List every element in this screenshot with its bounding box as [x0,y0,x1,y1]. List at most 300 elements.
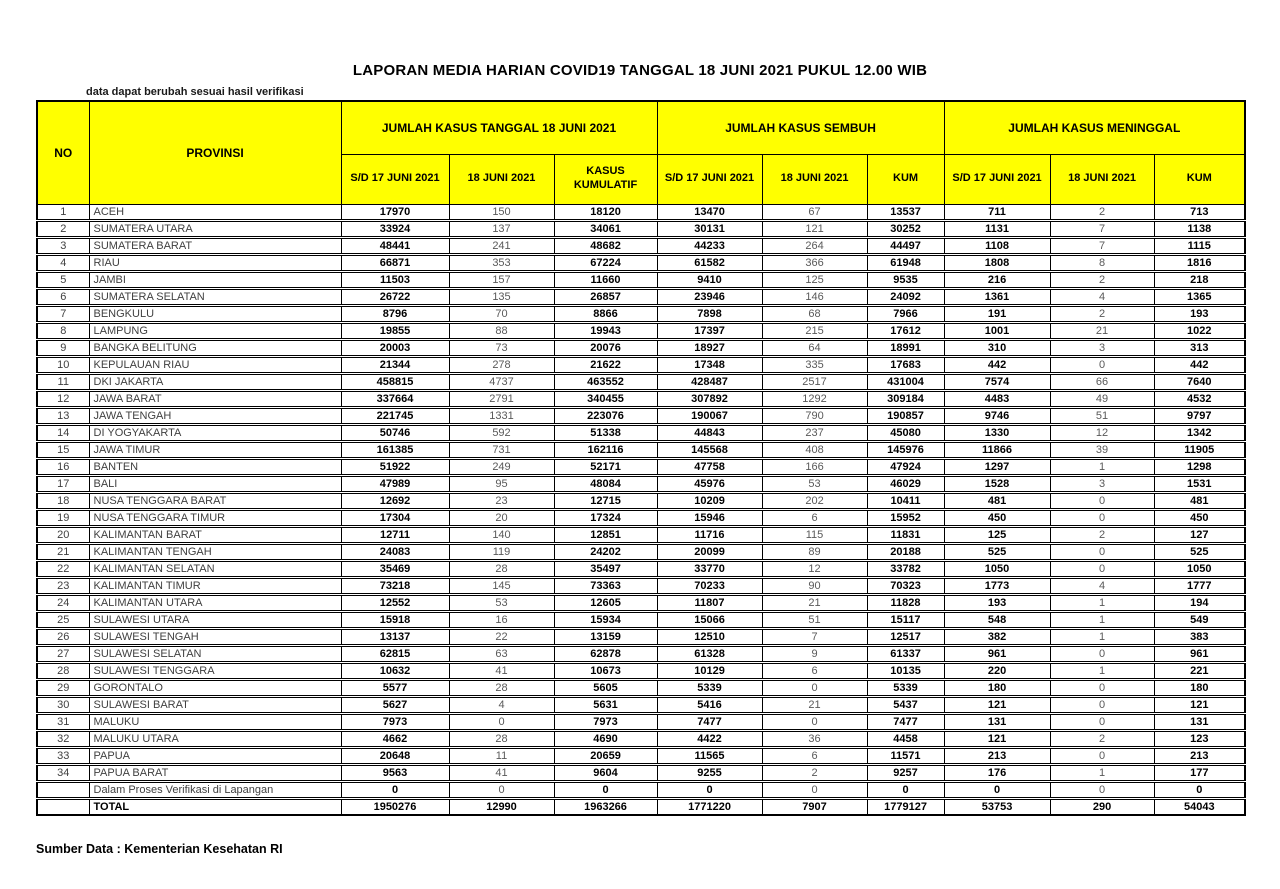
subcol-meninggal-sd17: S/D 17 JUNI 2021 [944,154,1050,204]
cell-value: 44233 [657,237,762,254]
cell-provinsi: NUSA TENGGARA TIMUR [89,509,341,526]
cell-value: 1298 [1154,458,1245,475]
cell-value: 52171 [554,458,657,475]
cell-value: 1297 [944,458,1050,475]
table-row [37,458,1245,475]
cell-value: 30252 [867,220,944,237]
cell-value: 0 [657,781,762,798]
cell-value: 9255 [657,764,762,781]
cell-value: 0 [1050,492,1154,509]
subcol-meninggal-18: 18 JUNI 2021 [1050,154,1154,204]
cell-provinsi: KALIMANTAN BARAT [89,526,341,543]
cell-value: 1 [1050,628,1154,645]
cell-value: 24202 [554,543,657,560]
cell-no: 33 [37,747,89,764]
cell-no: 20 [37,526,89,543]
cell-value: 313 [1154,339,1245,356]
cell-value: 442 [944,356,1050,373]
cell-value: 12711 [341,526,449,543]
table-row [37,271,1245,288]
cell-value: 49 [1050,390,1154,407]
cell-value: 4690 [554,730,657,747]
cell-value: 463552 [554,373,657,390]
cell-value: 10209 [657,492,762,509]
cell-value: 0 [762,781,867,798]
cell-value: 150 [449,204,554,220]
cell-value: 4 [1050,288,1154,305]
verification-note: data dapat berubah sesuai hasil verifikasi [86,86,304,98]
cell-value: 123 [1154,730,1245,747]
cell-no: 10 [37,356,89,373]
cell-value: 12990 [449,798,554,815]
cell-value: 13537 [867,204,944,220]
cell-value: 11807 [657,594,762,611]
cell-value: 12851 [554,526,657,543]
cell-value: 73 [449,339,554,356]
cell-provinsi: NUSA TENGGARA BARAT [89,492,341,509]
cell-value: 481 [1154,492,1245,509]
cell-provinsi: JAMBI [89,271,341,288]
cell-value: 7907 [762,798,867,815]
subcol-kasus-sd17: S/D 17 JUNI 2021 [341,154,449,204]
cell-value: 22 [449,628,554,645]
cell-value: 7640 [1154,373,1245,390]
cell-provinsi: TOTAL [89,798,341,815]
cell-value: 48682 [554,237,657,254]
cell-value: 221745 [341,407,449,424]
cell-no: 21 [37,543,89,560]
table-row [37,475,1245,492]
cell-value: 213 [1154,747,1245,764]
cell-provinsi: KALIMANTAN UTARA [89,594,341,611]
cell-value: 64 [762,339,867,356]
cell-no: 26 [37,628,89,645]
cell-value: 62878 [554,645,657,662]
cell-value: 0 [554,781,657,798]
cell-value: 5605 [554,679,657,696]
cell-value: 2 [1050,526,1154,543]
cell-value: 17348 [657,356,762,373]
table-row [37,424,1245,441]
cell-value: 13470 [657,204,762,220]
cell-provinsi: LAMPUNG [89,322,341,339]
cell-value: 431004 [867,373,944,390]
cell-value: 1531 [1154,475,1245,492]
table-row [37,356,1245,373]
cell-value: 1771220 [657,798,762,815]
cell-no: 7 [37,305,89,322]
cell-no: 4 [37,254,89,271]
cell-value: 53753 [944,798,1050,815]
cell-value: 1108 [944,237,1050,254]
cell-value: 48084 [554,475,657,492]
cell-value: 7966 [867,305,944,322]
cell-value: 11905 [1154,441,1245,458]
data-source-footer: Sumber Data : Kementerian Kesehatan RI [36,842,283,856]
cell-value: 54043 [1154,798,1245,815]
cell-value: 23946 [657,288,762,305]
cell-value: 48441 [341,237,449,254]
cell-provinsi: GORONTALO [89,679,341,696]
cell-value: 525 [1154,543,1245,560]
cell-value: 70233 [657,577,762,594]
table-row [37,305,1245,322]
cell-value: 549 [1154,611,1245,628]
cell-value: 7973 [341,713,449,730]
cell-value: 4483 [944,390,1050,407]
cell-value: 7477 [867,713,944,730]
cell-value: 33782 [867,560,944,577]
cell-value: 1 [1050,611,1154,628]
table-row [37,288,1245,305]
cell-value: 140 [449,526,554,543]
cell-value: 131 [944,713,1050,730]
cell-value: 15934 [554,611,657,628]
cell-no: 27 [37,645,89,662]
cell-value: 0 [1050,713,1154,730]
cell-value: 17324 [554,509,657,526]
cell-value: 264 [762,237,867,254]
cell-value: 6 [762,662,867,679]
cell-value: 15066 [657,611,762,628]
cell-value: 177 [1154,764,1245,781]
cell-value: 73218 [341,577,449,594]
cell-value: 9797 [1154,407,1245,424]
cell-value: 221 [1154,662,1245,679]
cell-value: 458815 [341,373,449,390]
cell-value: 450 [944,509,1050,526]
cell-value: 481 [944,492,1050,509]
cell-value: 33924 [341,220,449,237]
cell-value: 28 [449,730,554,747]
cell-no: 30 [37,696,89,713]
cell-value: 62815 [341,645,449,662]
cell-value: 24083 [341,543,449,560]
cell-value: 66 [1050,373,1154,390]
table-row [37,390,1245,407]
cell-value: 13159 [554,628,657,645]
table-row [37,526,1245,543]
subcol-sembuh-18: 18 JUNI 2021 [762,154,867,204]
cell-no: 6 [37,288,89,305]
cell-value: 1963266 [554,798,657,815]
cell-value: 9563 [341,764,449,781]
table-row [37,611,1245,628]
cell-provinsi: JAWA TENGAH [89,407,341,424]
cell-value: 61328 [657,645,762,662]
cell-value: 12715 [554,492,657,509]
cell-value: 10411 [867,492,944,509]
cell-value: 157 [449,271,554,288]
cell-value: 1 [1050,662,1154,679]
group-header-sembuh: JUMLAH KASUS SEMBUH [657,101,944,154]
group-header-kasus: JUMLAH KASUS TANGGAL 18 JUNI 2021 [341,101,657,154]
total-row [37,798,1245,815]
cell-no [37,798,89,815]
cell-value: 180 [944,679,1050,696]
cell-no: 12 [37,390,89,407]
cell-provinsi: RIAU [89,254,341,271]
cell-value: 121 [1154,696,1245,713]
cell-value: 10632 [341,662,449,679]
cell-value: 1022 [1154,322,1245,339]
cell-value: 121 [762,220,867,237]
cell-value: 67 [762,204,867,220]
table-row [37,204,1245,220]
cell-value: 961 [1154,645,1245,662]
cell-provinsi: SUMATERA UTARA [89,220,341,237]
cell-value: 1331 [449,407,554,424]
table-row [37,747,1245,764]
cell-provinsi: DKI JAKARTA [89,373,341,390]
cell-value: 1365 [1154,288,1245,305]
cell-value: 5339 [867,679,944,696]
cell-provinsi: BALI [89,475,341,492]
cell-value: 21 [762,696,867,713]
cell-value: 61948 [867,254,944,271]
cell-value: 190067 [657,407,762,424]
table-row [37,628,1245,645]
cell-value: 8866 [554,305,657,322]
cell-provinsi: JAWA BARAT [89,390,341,407]
cell-value: 428487 [657,373,762,390]
cell-value: 1777 [1154,577,1245,594]
cell-value: 2 [1050,204,1154,220]
subcol-sembuh-sd17: S/D 17 JUNI 2021 [657,154,762,204]
cell-value: 20 [449,509,554,526]
table-row [37,730,1245,747]
cell-no: 9 [37,339,89,356]
cell-value: 18991 [867,339,944,356]
cell-provinsi: SULAWESI SELATAN [89,645,341,662]
cell-provinsi: JAWA TIMUR [89,441,341,458]
cell-value: 21 [762,594,867,611]
cell-value: 20659 [554,747,657,764]
cell-provinsi: SUMATERA SELATAN [89,288,341,305]
cell-value: 1808 [944,254,1050,271]
subcol-kasus-18: 18 JUNI 2021 [449,154,554,204]
cell-value: 194 [1154,594,1245,611]
cell-value: 13137 [341,628,449,645]
cell-no: 34 [37,764,89,781]
cell-no: 2 [37,220,89,237]
cell-value: 145568 [657,441,762,458]
cell-value: 125 [762,271,867,288]
cell-provinsi: KALIMANTAN TIMUR [89,577,341,594]
cell-value: 216 [944,271,1050,288]
cell-value: 223076 [554,407,657,424]
table-row [37,594,1245,611]
table-row [37,696,1245,713]
cell-value: 11565 [657,747,762,764]
cell-provinsi: SULAWESI TENGGARA [89,662,341,679]
cell-value: 90 [762,577,867,594]
cell-value: 35497 [554,560,657,577]
cell-value: 145976 [867,441,944,458]
cell-value: 1816 [1154,254,1245,271]
table-row [37,492,1245,509]
cell-value: 713 [1154,204,1245,220]
cell-value: 21622 [554,356,657,373]
cell-provinsi: DI YOGYAKARTA [89,424,341,441]
cell-no: 29 [37,679,89,696]
cell-no: 24 [37,594,89,611]
cell-value: 51922 [341,458,449,475]
table-row [37,713,1245,730]
cell-value: 61582 [657,254,762,271]
cell-value: 70 [449,305,554,322]
cell-provinsi: SUMATERA BARAT [89,237,341,254]
cell-value: 12692 [341,492,449,509]
cell-value: 33770 [657,560,762,577]
cell-value: 47758 [657,458,762,475]
cell-value: 0 [944,781,1050,798]
cell-no: 5 [37,271,89,288]
cell-value: 73363 [554,577,657,594]
table-row [37,407,1245,424]
cell-no: 25 [37,611,89,628]
table-row [37,220,1245,237]
cell-no: 31 [37,713,89,730]
cell-value: 0 [867,781,944,798]
cell-value: 11 [449,747,554,764]
cell-value: 731 [449,441,554,458]
cell-value: 548 [944,611,1050,628]
cell-value: 50746 [341,424,449,441]
cell-value: 45976 [657,475,762,492]
cell-value: 0 [762,679,867,696]
table-row [37,254,1245,271]
cell-value: 26722 [341,288,449,305]
cell-value: 70323 [867,577,944,594]
cell-value: 366 [762,254,867,271]
cell-value: 307892 [657,390,762,407]
cell-value: 53 [449,594,554,611]
table-row [37,441,1245,458]
cell-value: 7973 [554,713,657,730]
cell-value: 19943 [554,322,657,339]
cell-value: 3 [1050,475,1154,492]
cell-value: 23 [449,492,554,509]
cell-value: 39 [1050,441,1154,458]
cell-value: 44497 [867,237,944,254]
cell-value: 12510 [657,628,762,645]
cell-value: 7477 [657,713,762,730]
cell-value: 2 [1050,305,1154,322]
cell-value: 66871 [341,254,449,271]
cell-value: 12 [1050,424,1154,441]
cell-value: 9 [762,645,867,662]
cell-no [37,781,89,798]
cell-value: 11866 [944,441,1050,458]
cell-value: 89 [762,543,867,560]
cell-value: 4422 [657,730,762,747]
cell-value: 17397 [657,322,762,339]
cell-value: 44843 [657,424,762,441]
cell-value: 4458 [867,730,944,747]
cell-value: 193 [944,594,1050,611]
cell-value: 1 [1050,594,1154,611]
cell-provinsi: MALUKU UTARA [89,730,341,747]
cell-value: 15952 [867,509,944,526]
cell-value: 290 [1050,798,1154,815]
cell-no: 14 [37,424,89,441]
table-body [37,204,1245,815]
cell-value: 11503 [341,271,449,288]
cell-value: 408 [762,441,867,458]
cell-value: 9257 [867,764,944,781]
table-row [37,373,1245,390]
cell-value: 115 [762,526,867,543]
cell-value: 12517 [867,628,944,645]
cell-value: 0 [1050,560,1154,577]
cell-value: 95 [449,475,554,492]
cell-value: 125 [944,526,1050,543]
cell-provinsi: KALIMANTAN SELATAN [89,560,341,577]
cell-value: 790 [762,407,867,424]
cell-value: 30131 [657,220,762,237]
cell-provinsi: PAPUA [89,747,341,764]
cell-value: 7574 [944,373,1050,390]
cell-value: 1292 [762,390,867,407]
group-header-meninggal: JUMLAH KASUS MENINGGAL [944,101,1245,154]
cell-value: 8 [1050,254,1154,271]
cell-value: 1950276 [341,798,449,815]
cell-value: 88 [449,322,554,339]
cell-value: 309184 [867,390,944,407]
cell-value: 335 [762,356,867,373]
cell-provinsi: SULAWESI UTARA [89,611,341,628]
table-row [37,543,1245,560]
cell-value: 249 [449,458,554,475]
cell-value: 45080 [867,424,944,441]
cell-value: 1773 [944,577,1050,594]
cell-value: 20188 [867,543,944,560]
cell-value: 2 [762,764,867,781]
cell-value: 0 [1050,543,1154,560]
cell-value: 9535 [867,271,944,288]
cell-value: 2 [1050,271,1154,288]
cell-value: 4532 [1154,390,1245,407]
cell-value: 26857 [554,288,657,305]
cell-no: 8 [37,322,89,339]
cell-value: 20076 [554,339,657,356]
cell-value: 17683 [867,356,944,373]
cell-provinsi: SULAWESI TENGAH [89,628,341,645]
cell-value: 11716 [657,526,762,543]
cell-value: 213 [944,747,1050,764]
cell-value: 51338 [554,424,657,441]
cell-value: 353 [449,254,554,271]
cell-value: 15946 [657,509,762,526]
cell-provinsi: MALUKU [89,713,341,730]
cell-provinsi: KEPULAUAN RIAU [89,356,341,373]
cell-value: 135 [449,288,554,305]
cell-value: 1050 [1154,560,1245,577]
cell-value: 24092 [867,288,944,305]
cell-value: 0 [341,781,449,798]
cell-value: 1330 [944,424,1050,441]
cell-value: 2 [1050,730,1154,747]
cell-no: 32 [37,730,89,747]
cell-value: 241 [449,237,554,254]
cell-value: 53 [762,475,867,492]
cell-value: 67224 [554,254,657,271]
table-row [37,560,1245,577]
cell-value: 7 [1050,237,1154,254]
cell-value: 0 [1050,645,1154,662]
cell-value: 51 [1050,407,1154,424]
